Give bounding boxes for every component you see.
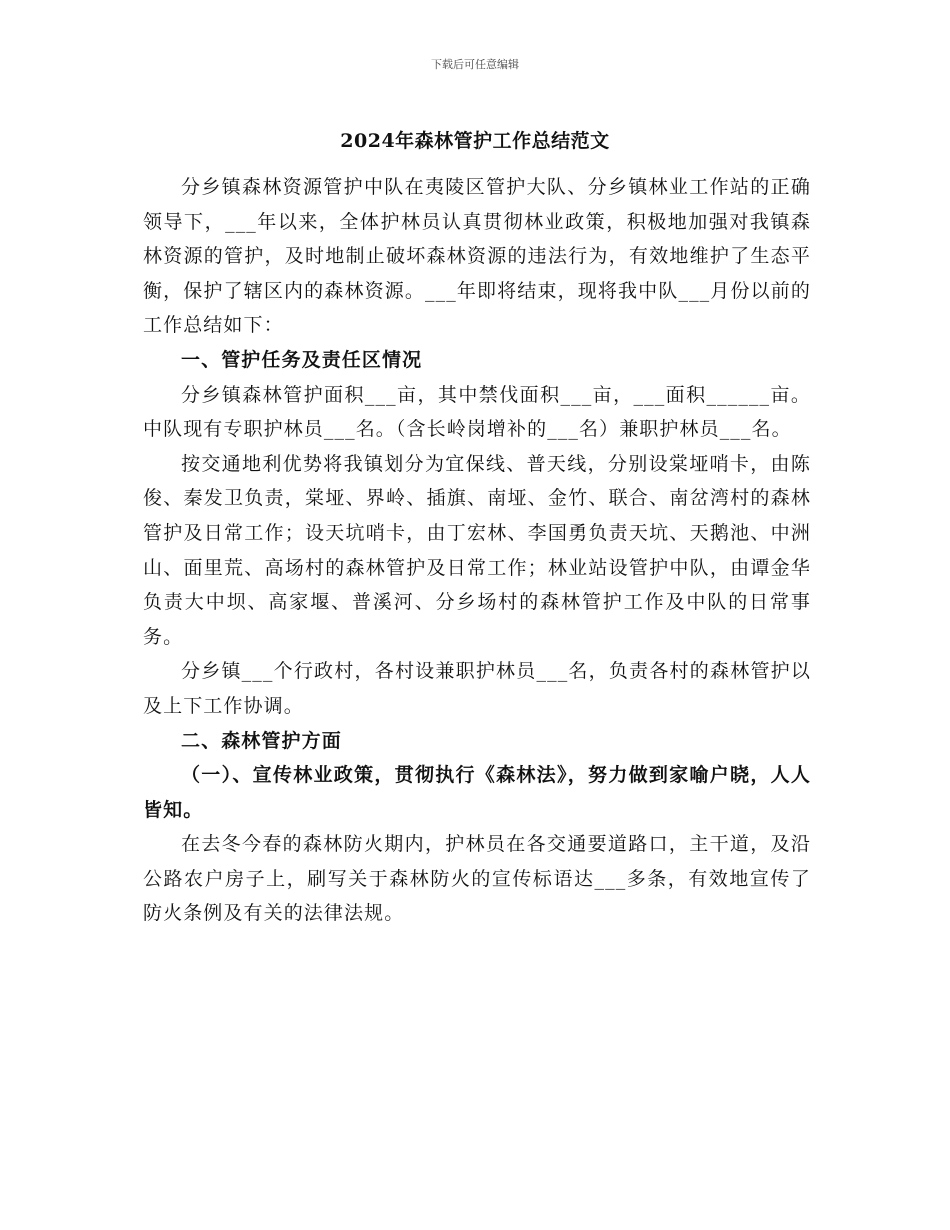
section-heading-2: 二、森林管护方面 (181, 729, 342, 752)
section-heading-1: 一、管护任务及责任区情况 (181, 348, 423, 371)
header-note: 下载后可任意编辑 (431, 58, 519, 71)
subsection-heading-1: （一）、宣传林业政策，贯彻执行《森林法》，努力做到家喻户晓，人人皆知。 (143, 764, 811, 821)
document-title: 2024年森林管护工作总结范文 (340, 130, 610, 152)
area-paragraph: 分乡镇森林管护面积___亩，其中禁伐面积___亩，___面积______亩。中队现有专职护林员___名。（含长岭岗增补的___名）兼职护林员___名。 (143, 383, 811, 441)
document-body (143, 170, 811, 931)
villages-paragraph: 分乡镇___个行政村，各村设兼职护林员___名，负责各村的森林管护以及上下工作协调。 (143, 660, 811, 717)
zones-paragraph: 按交通地利优势将我镇划分为宜保线、普天线，分别设棠垭哨卡，由陈俊、秦发卫负责，棠垭、界岭、插旗、南垭、金竹、联合、南岔湾村的森林管护及日常工作；设天坑哨卡，由丁宏林、李国勇负责天坑、天鹅池、中洲山、面里荒、高场村的森林管护及日常工作；林业站设管护中队，由谭金华负责大中坝、高家堰、普溪河、分乡场村的森林管护工作及中队的日常事务。 (143, 452, 811, 648)
intro-paragraph: 分乡镇森林资源管护中队在夷陵区管护大队、分乡镇林业工作站的正确领导下，___年以来，全体护林员认真贯彻林业政策，积极地加强对我镇森林资源的管护，及时地制止破坏森林资源的违法行为，有效地维护了生态平衡，保护了辖区内的森林资源。___年即将结束，现将我中队___月份以前的工作总结如下： (143, 176, 811, 337)
publicity-paragraph: 在去冬今春的森林防火期内，护林员在各交通要道路口，主干道，及沿公路农户房子上，刷写关于森林防火的宣传标语达___多条，有效地宣传了防火条例及有关的法律法规。 (143, 833, 811, 925)
